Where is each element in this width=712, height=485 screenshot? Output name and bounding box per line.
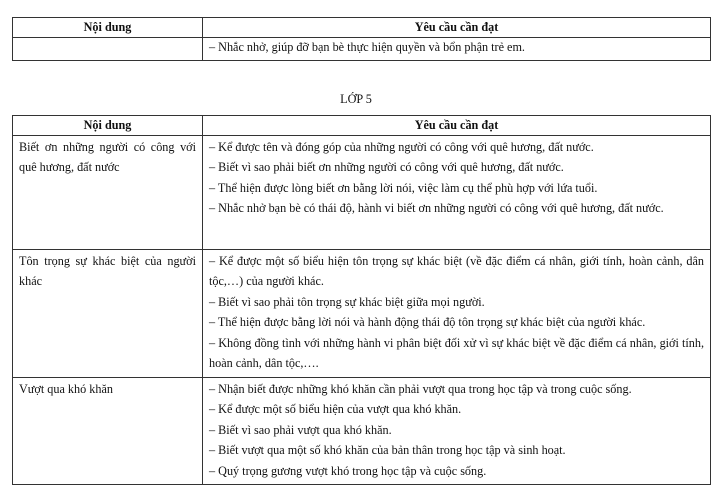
requirement-line: – Nhắc nhở bạn bè có thái độ, hành vi biết ơn những người có công với quê hương, đất nước. bbox=[209, 201, 664, 216]
header-requirements: Yêu cầu cần đạt bbox=[203, 116, 711, 136]
table-header-row bbox=[13, 18, 711, 38]
table-header-row bbox=[13, 116, 711, 136]
requirement-line: – Không đồng tình với những hành vi phân biệt đối xử vì sự khác biệt về đặc điểm cá nhân, giới tính, hoàn cảnh, dân tộc,…. bbox=[209, 335, 704, 371]
requirement-line: – Nhận biết được những khó khăn cần phải vượt qua trong học tập và trong cuộc sống. bbox=[209, 382, 632, 396]
requirement-line: – Biết vì sao phải vượt qua khó khăn. bbox=[209, 422, 392, 437]
grade-heading: LỚP 5 bbox=[340, 92, 372, 106]
requirement-cell: – Nhắc nhở, giúp đỡ bạn bè thực hiện quyền và bổn phận trẻ em. bbox=[203, 38, 711, 61]
table-row bbox=[13, 250, 711, 378]
header-content: Nội dung bbox=[13, 18, 203, 38]
grade-5-table bbox=[12, 115, 711, 485]
requirements-cell bbox=[203, 378, 711, 485]
requirement-line: – Quý trọng gương vượt khó trong học tập và cuộc sống. bbox=[209, 463, 487, 478]
header-content: Nội dung bbox=[13, 116, 203, 136]
header-requirements: Yêu cầu cần đạt bbox=[203, 18, 711, 38]
table-row bbox=[13, 136, 711, 250]
content-cell bbox=[13, 38, 203, 61]
content-cell: Biết ơn những người có công với quê hương, đất nước bbox=[13, 136, 203, 250]
table-row bbox=[13, 378, 711, 485]
requirements-cell bbox=[203, 250, 711, 378]
content-cell: Tôn trọng sự khác biệt của người khác bbox=[13, 250, 203, 378]
requirement-line: – Kể được một số biểu hiện của vượt qua khó khăn. bbox=[209, 402, 462, 417]
requirement-line: – Kể được tên và đóng góp của những người có công với quê hương, đất nước. bbox=[209, 140, 594, 154]
requirement-line: – Biết vì sao phải biết ơn những người có công với quê hương, đất nước. bbox=[209, 160, 564, 175]
requirements-cell bbox=[203, 136, 711, 250]
previous-grade-table bbox=[12, 17, 711, 61]
requirement-line: – Thể hiện được lòng biết ơn bằng lời nói, việc làm cụ thể phù hợp với lứa tuổi. bbox=[209, 180, 598, 195]
requirement-line: – Kể được một số biểu hiện tôn trọng sự khác biệt (về đặc điểm cá nhân, giới tính, hoàn cảnh, dân tộc,…) của người khác. bbox=[209, 254, 704, 289]
requirement-line: – Biết vì sao phải tôn trọng sự khác biệt giữa mọi người. bbox=[209, 294, 485, 309]
content-cell: Vượt qua khó khăn bbox=[13, 378, 203, 485]
table-row bbox=[13, 38, 711, 61]
requirement-line: – Biết vượt qua một số khó khăn của bản thân trong học tập và sinh hoạt. bbox=[209, 443, 566, 458]
requirement-line: – Thể hiện được bằng lời nói và hành động thái độ tôn trọng sự khác biệt của người khác. bbox=[209, 315, 646, 330]
